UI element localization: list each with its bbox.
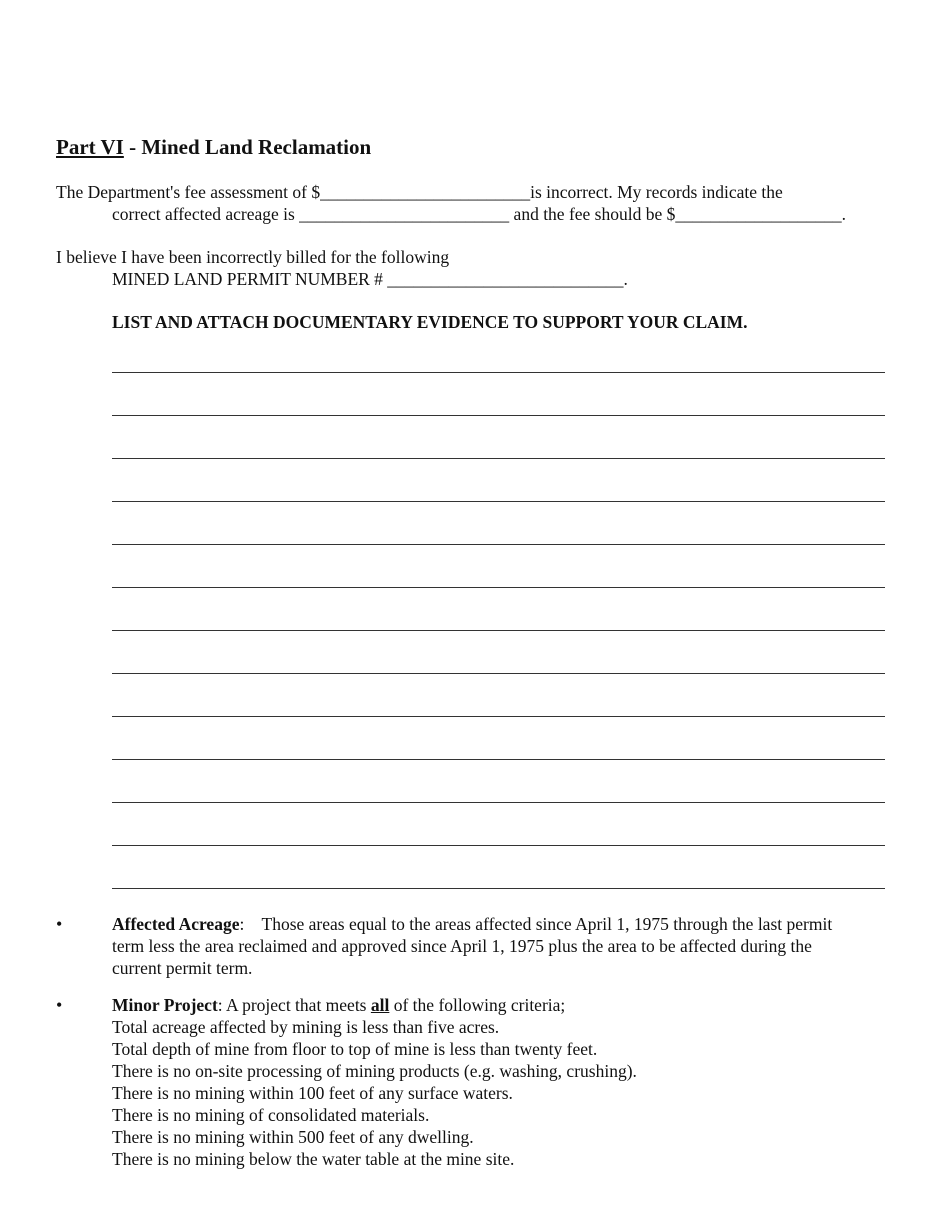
- criterion-item: There is no mining below the water table at the mine site.: [112, 1149, 515, 1169]
- criterion-item: Total acreage affected by mining is less than five acres.: [112, 1017, 500, 1037]
- evidence-entry-line[interactable]: [112, 458, 885, 459]
- criterion-item: There is no mining of consolidated materials.: [112, 1105, 430, 1125]
- affected-acreage-separator: :: [239, 914, 262, 934]
- minor-project-term: Minor Project: [112, 995, 218, 1015]
- criterion-item: There is no on-site processing of mining products (e.g. washing, crushing).: [112, 1061, 637, 1081]
- claim-instruction: LIST AND ATTACH DOCUMENTARY EVIDENCE TO SUPPORT YOUR CLAIM.: [112, 312, 748, 332]
- criterion-item: There is no mining within 500 feet of any dwelling.: [112, 1127, 474, 1147]
- fee-assessment-line-1: The Department's fee assessment of $________________________is incorrect. My records indicate the: [56, 182, 783, 202]
- evidence-entry-line[interactable]: [112, 415, 885, 416]
- evidence-entry-line[interactable]: [112, 372, 885, 373]
- minor-project-definition: [112, 994, 852, 1170]
- minor-project-intro-after: of the following criteria;: [389, 995, 566, 1015]
- fee-assessment-line-2: correct affected acreage is ________________________ and the fee should be $___________________.: [112, 204, 847, 224]
- evidence-entry-line[interactable]: [112, 845, 885, 846]
- criterion-item: Total depth of mine from floor to top of mine is less than twenty feet.: [112, 1039, 598, 1059]
- bullet-minor-project: •: [56, 995, 63, 1015]
- minor-project-intro: [112, 994, 852, 1016]
- heading-part: Part VI: [56, 135, 124, 159]
- evidence-entry-line[interactable]: [112, 630, 885, 631]
- evidence-entry-line[interactable]: [112, 802, 885, 803]
- permit-number-line: MINED LAND PERMIT NUMBER # ___________________________.: [112, 269, 628, 289]
- minor-project-intro-before: : A project that meets: [217, 995, 371, 1015]
- evidence-entry-line[interactable]: [112, 587, 885, 588]
- criterion-item: There is no mining within 100 feet of any surface waters.: [112, 1083, 513, 1103]
- affected-acreage-definition: [112, 913, 852, 979]
- evidence-entry-line[interactable]: [112, 544, 885, 545]
- billing-line-1: I believe I have been incorrectly billed for the following: [56, 247, 450, 267]
- evidence-entry-line[interactable]: [112, 888, 885, 889]
- affected-acreage-text: Those areas equal to the areas affected since April 1, 1975 through the last permit term less the area reclaimed and approved since April 1, 1975 plus the area to be affected during the current permit term.: [112, 914, 833, 978]
- affected-acreage-term: Affected Acreage: [112, 914, 240, 934]
- bullet-affected-acreage: •: [56, 914, 63, 934]
- evidence-entry-line[interactable]: [112, 501, 885, 502]
- section-heading: [56, 134, 371, 160]
- minor-project-emphasis: all: [370, 995, 390, 1015]
- evidence-entry-line[interactable]: [112, 673, 885, 674]
- evidence-entry-line[interactable]: [112, 759, 885, 760]
- evidence-entry-line[interactable]: [112, 716, 885, 717]
- heading-title: - Mined Land Reclamation: [123, 135, 372, 159]
